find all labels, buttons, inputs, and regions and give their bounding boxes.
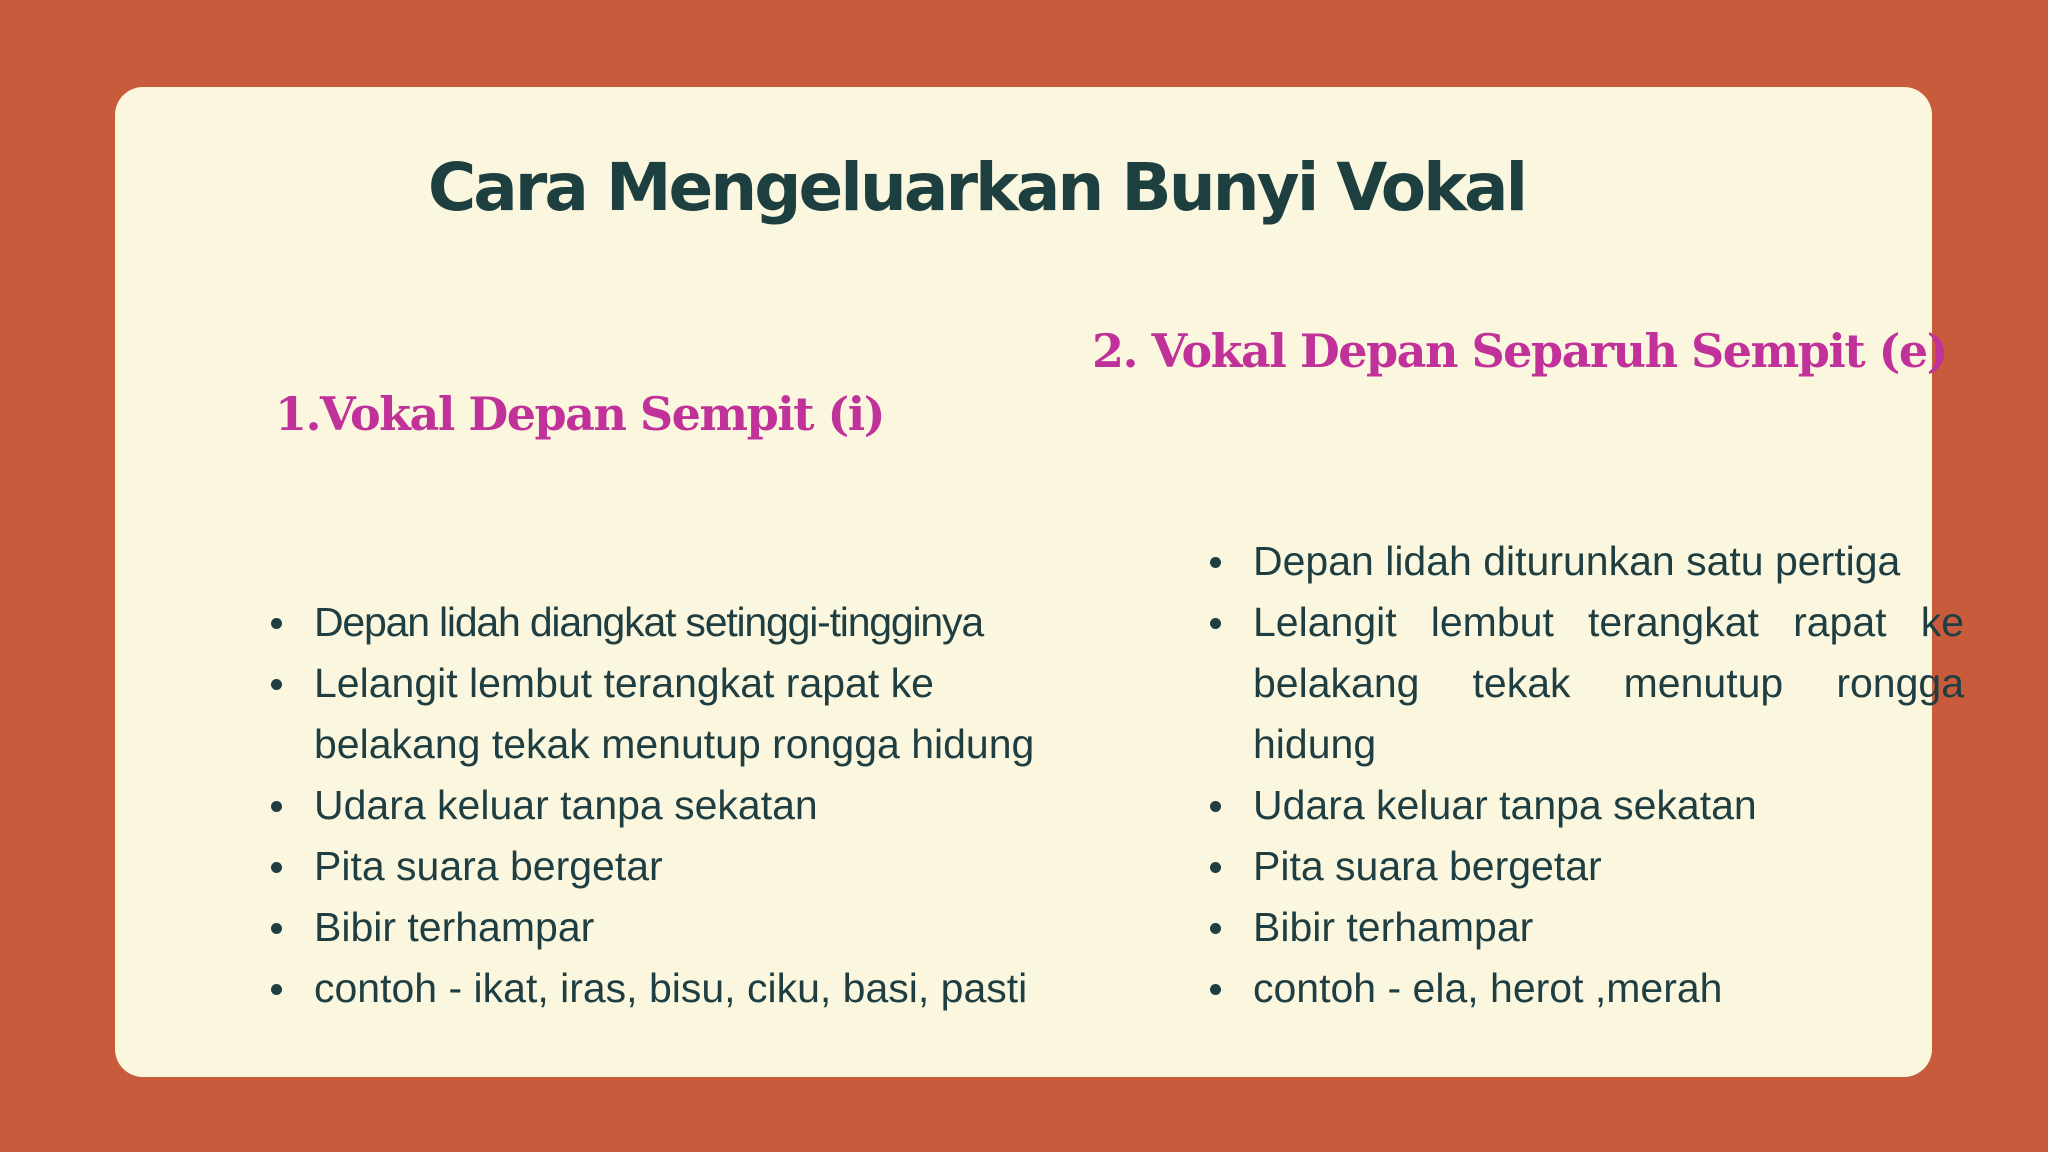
list-item: Pita suara bergetar: [257, 836, 1157, 897]
list-item: Udara keluar tanpa sekatan: [257, 775, 1157, 836]
right-section-heading: 2. Vokal Depan Separuh Sempit (e): [1092, 324, 1947, 378]
list-item: Pita suara bergetar: [1196, 836, 1964, 897]
left-bullet-list: [257, 592, 1157, 1019]
list-item: Lelangit lembut terangkat rapat ke belakang tekak menutup rongga hidung: [1196, 592, 1964, 775]
content-card: [115, 87, 1964, 1077]
list-item: Udara keluar tanpa sekatan: [1196, 775, 1964, 836]
page-title-text: Cara Mengeluarkan Bunyi Vokal: [427, 149, 1526, 226]
list-item: [257, 653, 1157, 775]
page-title: [115, 149, 1932, 226]
list-item: Bibir terhampar: [1196, 897, 1964, 958]
list-item: Depan lidah diturunkan satu pertiga: [1196, 531, 1964, 592]
list-item: contoh - ela, herot ,merah: [1196, 958, 1964, 1019]
list-item: contoh - ikat, iras, bisu, ciku, basi, pasti: [257, 958, 1157, 1019]
left-section-heading: 1.Vokal Depan Sempit (i): [275, 387, 884, 441]
list-item: Bibir terhampar: [257, 897, 1157, 958]
list-item: Depan lidah diangkat setinggi-tingginya: [257, 592, 1157, 653]
right-bullet-list: [1196, 531, 1964, 1019]
list-item-text: Lelangit lembut terangkat rapat ke belakang tekak menutup rongga hidung: [314, 660, 1035, 767]
